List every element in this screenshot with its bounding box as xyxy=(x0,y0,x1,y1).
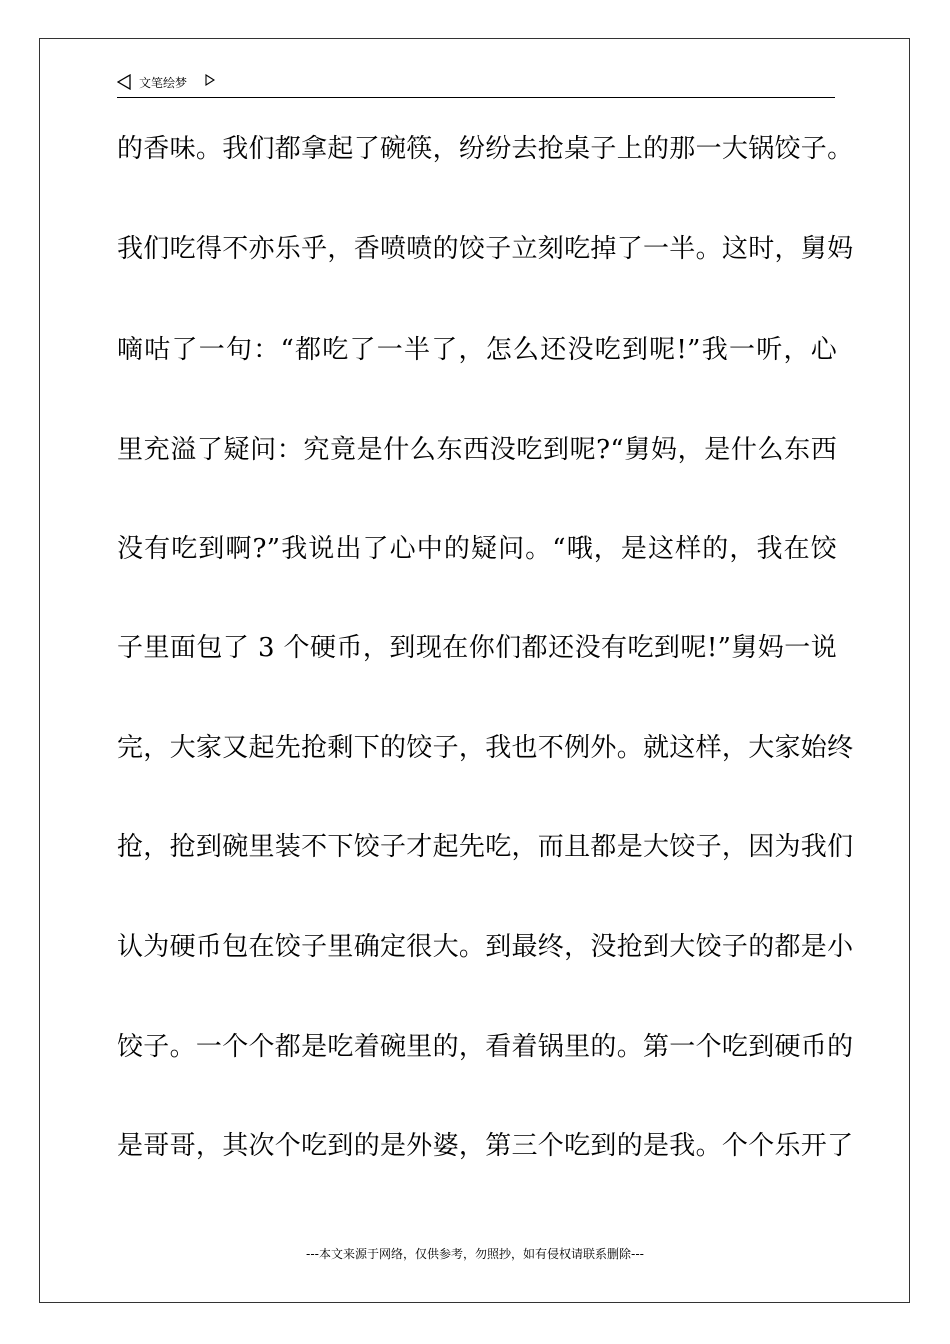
header-title: 文笔绘梦 xyxy=(139,76,188,90)
page-header xyxy=(117,72,835,98)
text-line: 抢，抢到碗里装不下饺子才起先吃，而且都是大饺子，因为我们 xyxy=(117,832,854,862)
text-line: 子里面包了 3 个硬币，到现在你们都还没有吃到呢!”舅妈一说 xyxy=(117,633,837,663)
left-triangle-icon xyxy=(117,74,131,90)
header-divider xyxy=(117,97,835,98)
right-triangle-icon xyxy=(205,74,215,86)
text-line: 认为硬币包在饺子里确定很大。到最终，没抢到大饺子的都是小 xyxy=(117,932,854,962)
text-line: 我们吃得不亦乐乎，香喷喷的饺子立刻吃掉了一半。这时，舅妈 xyxy=(117,234,854,264)
page-border xyxy=(39,38,910,1303)
text-line: 的香味。我们都拿起了碗筷，纷纷去抢桌子上的那一大锅饺子。 xyxy=(117,134,854,164)
page-footer: ---本文来源于网络，仅供参考，勿照抄，如有侵权请联系删除--- xyxy=(306,1247,644,1261)
text-line: 是哥哥，其次个吃到的是外婆，第三个吃到的是我。个个乐开了 xyxy=(117,1131,854,1161)
text-line: 里充溢了疑问：究竟是什么东西没吃到呢?“舅妈，是什么东西 xyxy=(117,435,837,465)
text-line: 完，大家又起先抢剩下的饺子，我也不例外。就这样，大家始终 xyxy=(117,733,854,763)
text-line: 没有吃到啊?”我说出了心中的疑问。“哦，是这样的，我在饺 xyxy=(117,534,837,564)
text-line: 饺子。一个个都是吃着碗里的，看着锅里的。第一个吃到硬币的 xyxy=(117,1032,854,1062)
text-line: 嘀咕了一句：“都吃了一半了，怎么还没吃到呢!”我一听，心 xyxy=(117,335,837,365)
